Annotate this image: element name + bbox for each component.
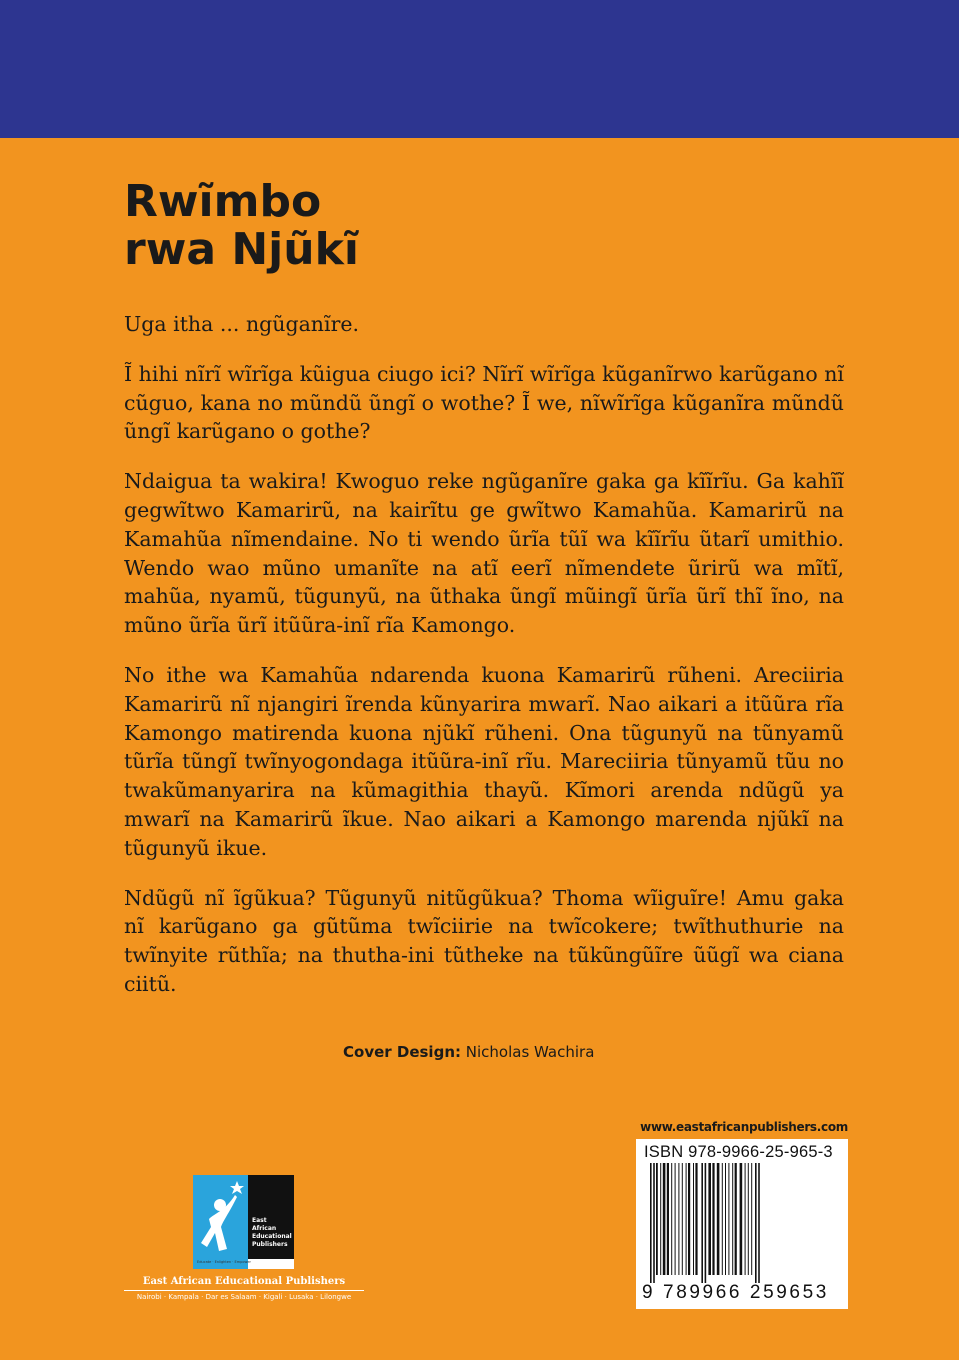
blurb-paragraph: Ĩ hihi nĩrĩ wĩrĩga kũigua ciugo ici? Nĩrĩ wĩrĩga kũganĩrwo karũgano nĩ cũguo, kana no mũndũ ũngĩ o wothe? Ĩ we, nĩwĩrĩga kũganĩra mũndũ ũngĩ karũgano o gothe?: [124, 361, 844, 444]
cover-design-label: Cover Design:: [343, 1043, 461, 1061]
publisher-name: East African Educational Publishers: [142, 1276, 346, 1287]
barcode-bar: [671, 1163, 672, 1275]
book-title-line-1: Rwĩmbo: [124, 176, 322, 227]
barcode-bar: [656, 1163, 658, 1275]
barcode-bar: [712, 1163, 714, 1275]
barcode-bar: [735, 1163, 737, 1275]
barcode-bar: [748, 1163, 749, 1275]
barcode-bar: [660, 1163, 661, 1275]
barcode-bar: [728, 1163, 729, 1275]
blurb-paragraph: No ithe wa Kamahũa ndarenda kuona Kamarirũ rũheni. Areciiria Kamarirũ nĩ njangiri ĩrenda kũnyarira mwarĩ. Nao aikari a itũũra rĩa Kamongo matirenda kuona njũkĩ rũheni. Ona tũgunyũ na tũnyamũ tũrĩa tũngĩ twĩnyogondaga itũũra-inĩ rĩu. Mareciiria tũnyamũ tũu no twakũmanyarira na kũmagithia thayũ. Kĩmori arenda ndũgũ ya mwarĩ na Kamarirũ ĩkue. Nao aikari a Kamongo marenda njũkĩ na tũgunyũ ikue.: [124, 662, 844, 860]
top-color-band: [0, 0, 959, 138]
blurb-paragraph: Uga itha ... ngũganĩre.: [124, 312, 360, 336]
publisher-logo: [193, 1175, 294, 1269]
blurb-paragraph: Ndaigua ta wakira! Kwoguo reke ngũganĩre gaka ga kĩĩrĩu. Ga kahĩĩ gegwĩtwo Kamarirũ, na kairĩtu ge gwĩtwo Kamahũa. Kamarirũ na Kamahũa nĩmendaine. No ti wendo ũrĩa tũĩ wa kĩĩrĩu ũtarĩ umithio. Wendo wao mũno umanĩte na atĩ eerĩ nĩmendete ũrirũ wa mĩtĩ, mahũa, nyamũ, tũgunyũ, na ũthaka ũngĩ mũingĩ ũrĩa ũrĩ thĩ ĩno, na mũno ũrĩa ũrĩ itũũra-inĩ rĩa Kamongo.: [124, 469, 844, 638]
logo-blue-panel: [193, 1175, 248, 1269]
barcode-bar: [688, 1163, 690, 1275]
barcode-bar: [650, 1163, 652, 1283]
barcode-bar: [678, 1163, 679, 1275]
barcode-bar: [675, 1163, 676, 1275]
isbn-text: ISBN 978-9966-25-965-3: [644, 1143, 833, 1161]
book-title-line-2: rwa Njũkĩ: [124, 224, 359, 275]
barcode-bar: [693, 1163, 694, 1275]
ean-digits: 9 789966 259653: [642, 1282, 829, 1303]
barcode-bar: [653, 1163, 655, 1283]
barcode-bar: [682, 1163, 683, 1275]
barcode-bar: [708, 1163, 711, 1275]
barcode-bar: [725, 1163, 726, 1275]
barcode-bar: [751, 1163, 752, 1275]
barcode-bar: [701, 1163, 703, 1283]
blurb-text: [124, 310, 844, 1020]
barcode-bar: [755, 1163, 757, 1283]
barcode-panel: [636, 1139, 848, 1309]
publisher-divider: [124, 1290, 364, 1291]
star-figure-icon: [193, 1175, 248, 1269]
publisher-cities: Nairobi · Kampala · Dar es Salaam · Kigali · Lusaka · Lilongwe: [136, 1293, 352, 1301]
barcode-bar: [732, 1163, 733, 1275]
barcode-bar: [667, 1163, 669, 1275]
cover-designer-name: Nicholas Wachira: [465, 1043, 595, 1061]
barcode-bar: [717, 1163, 720, 1275]
barcode-bar: [695, 1163, 697, 1275]
logo-tagline: Educate · Enlighten · Empower: [197, 1260, 251, 1264]
barcode-bar: [722, 1163, 723, 1275]
barcode-bars: [640, 1163, 844, 1283]
cover-design-credit: [343, 1043, 594, 1061]
publisher-website: www.eastafricanpublishers.com: [640, 1120, 848, 1134]
barcode-bar: [758, 1163, 760, 1283]
barcode-bar: [740, 1163, 743, 1275]
logo-text: East African Educational Publishers: [252, 1217, 292, 1248]
book-title: [124, 178, 724, 274]
blurb-paragraph: Ndũgũ nĩ ĩgũkua? Tũgunyũ nitũgũkua? Thoma wĩiguĩre! Amu gaka nĩ karũgano ga gũtũma twĩciirie na twĩcokere; twĩthuthurie na twĩnyite rũthĩa; na thutha-ini tũtheke na tũkũngũĩre ũũgĩ wa ciana ciitũ.: [124, 885, 844, 996]
barcode-bar: [663, 1163, 666, 1275]
barcode-bar: [745, 1163, 746, 1275]
barcode-bar: [686, 1163, 687, 1275]
barcode-bar: [705, 1163, 707, 1283]
